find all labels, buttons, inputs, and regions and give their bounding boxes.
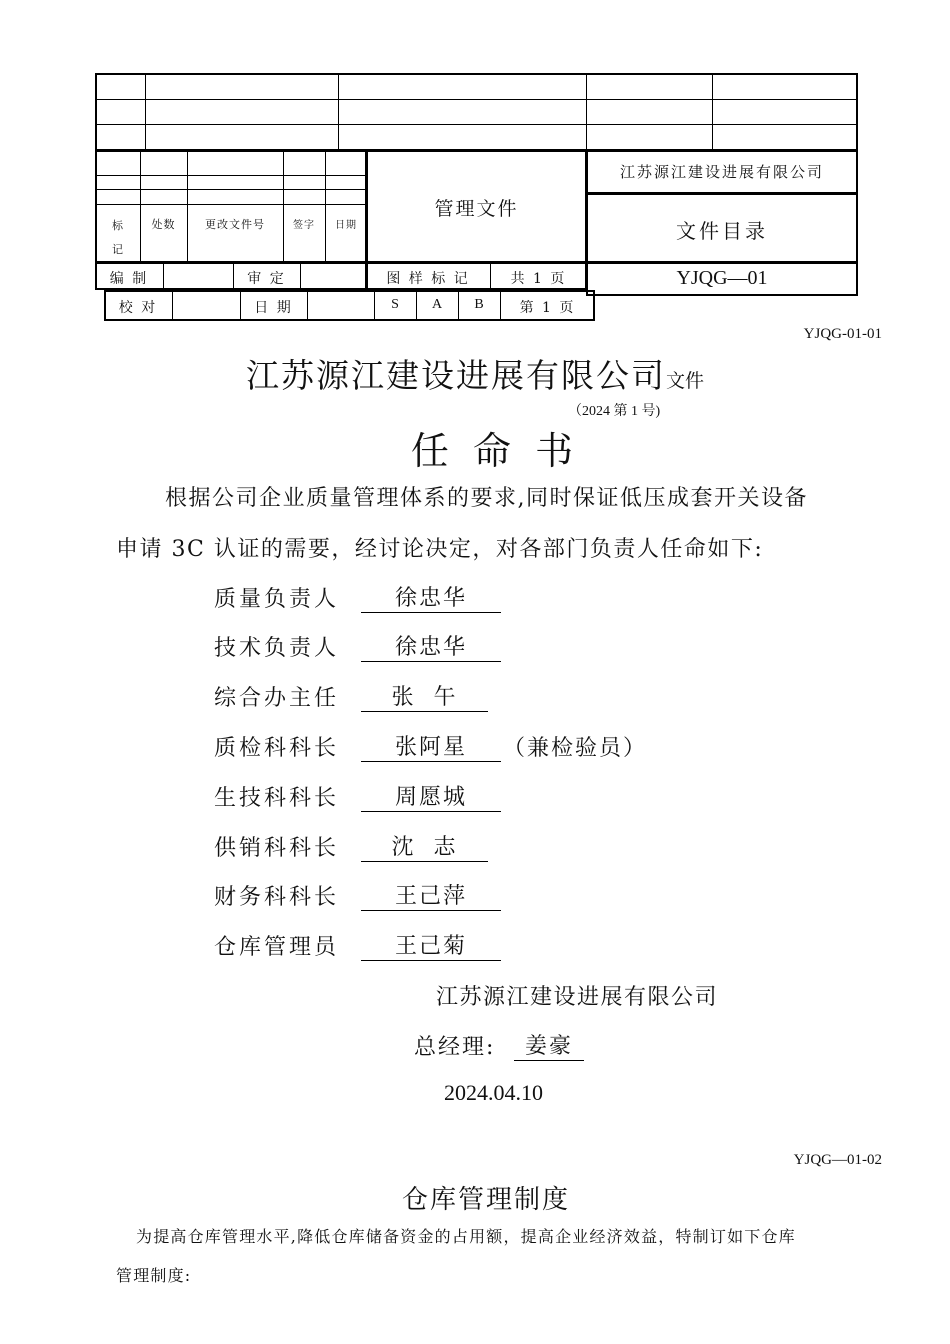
role-name: 王己菊 bbox=[361, 929, 501, 961]
company-title: 江苏源江建设进展有限公司 bbox=[245, 356, 666, 395]
role-name: 周愿城 bbox=[361, 780, 501, 812]
header-company: 江苏源江建设进展有限公司 bbox=[619, 163, 824, 181]
grid-line bbox=[712, 73, 713, 151]
sign-company: 江苏源江建设进展有限公司 bbox=[436, 985, 719, 1010]
role-label: 质检科科长 bbox=[214, 736, 340, 761]
mark-s: S bbox=[391, 297, 399, 312]
role-name: 沈 志 bbox=[361, 830, 488, 862]
col-change-no-label: 更改文件号 bbox=[205, 218, 265, 231]
grid-line bbox=[95, 175, 367, 176]
grid-line bbox=[140, 150, 141, 263]
grid-line bbox=[145, 73, 146, 151]
role-name: 徐忠华 bbox=[361, 581, 501, 613]
col-sign-label: 签字 bbox=[293, 220, 315, 231]
doc-type: 管理文件 bbox=[434, 198, 519, 220]
role-name: 张阿星 bbox=[361, 730, 501, 762]
grid-line bbox=[586, 73, 587, 151]
pattern-mark-label: 图 样 标 记 bbox=[386, 271, 470, 287]
sign-date: 2024.04.10 bbox=[444, 1080, 543, 1105]
revision-grid bbox=[95, 73, 858, 151]
change-record-block bbox=[95, 150, 367, 263]
role-note: （兼检验员） bbox=[503, 736, 648, 761]
title-suffix: 文件 bbox=[665, 370, 704, 392]
col-count-label: 处数 bbox=[151, 218, 176, 231]
compile-label: 编 制 bbox=[109, 271, 149, 287]
role-label: 质量负责人 bbox=[214, 587, 340, 612]
mark-b: B bbox=[474, 297, 484, 312]
warehouse-body-line-1: 为提高仓库管理水平,降低仓库储备资金的占用额，提高企业经济效益，特制订如下仓库 bbox=[136, 1227, 796, 1246]
grid-line bbox=[95, 204, 367, 205]
appointment-title: 任 命 书 bbox=[410, 429, 580, 473]
header-doc-code: YJQG—01 bbox=[676, 267, 768, 289]
company-heading bbox=[0, 350, 950, 397]
role-label: 综合办主任 bbox=[214, 686, 340, 711]
grid-line bbox=[172, 290, 173, 321]
grid-line bbox=[163, 262, 164, 290]
role-name: 徐忠华 bbox=[361, 630, 501, 662]
role-label: 供销科科长 bbox=[214, 836, 340, 861]
role-name: 王己萍 bbox=[361, 879, 501, 911]
role-name: 张 午 bbox=[361, 680, 488, 712]
total-pages: 共 1 页 bbox=[510, 271, 567, 287]
mark-a: A bbox=[431, 297, 443, 312]
role-label: 财务科科长 bbox=[214, 885, 340, 910]
warehouse-title: 仓库管理制度 bbox=[401, 1185, 570, 1215]
grid-line bbox=[283, 150, 284, 263]
role-label: 技术负责人 bbox=[214, 636, 340, 661]
gm-label: 总经理: bbox=[414, 1035, 496, 1060]
date-label: 日 期 bbox=[254, 300, 293, 316]
role-label: 仓库管理员 bbox=[214, 935, 340, 960]
grid-line bbox=[300, 262, 301, 290]
warehouse-body-line-2: 管理制度: bbox=[116, 1266, 192, 1285]
check-label: 校 对 bbox=[118, 300, 158, 316]
review-label: 审 定 bbox=[247, 271, 286, 287]
doc-title: 文件目录 bbox=[676, 219, 768, 243]
page-no: 第 1 页 bbox=[519, 300, 576, 316]
col-date-label: 日期 bbox=[335, 220, 357, 231]
warehouse-doc-code: YJQG—01-02 bbox=[793, 1152, 882, 1168]
col-mark-label: 标记 bbox=[112, 219, 124, 256]
body-line-2: 申请 3C 认证的需要，经讨论决定，对各部门负责人任命如下: bbox=[116, 537, 764, 562]
role-label: 生技科科长 bbox=[214, 786, 340, 811]
grid-line bbox=[95, 124, 858, 125]
grid-line bbox=[307, 290, 308, 321]
body-line-1: 根据公司企业质量管理体系的要求,同时保证低压成套开关设备 bbox=[165, 486, 808, 511]
grid-line bbox=[95, 99, 858, 100]
issue-number: （2024 第 1 号) bbox=[568, 404, 661, 419]
grid-line bbox=[325, 150, 326, 263]
grid-line bbox=[338, 73, 339, 151]
appointment-doc-code: YJQG-01-01 bbox=[803, 326, 882, 342]
grid-line bbox=[95, 189, 367, 190]
grid-line bbox=[187, 150, 188, 263]
gm-name: 姜豪 bbox=[514, 1029, 584, 1061]
